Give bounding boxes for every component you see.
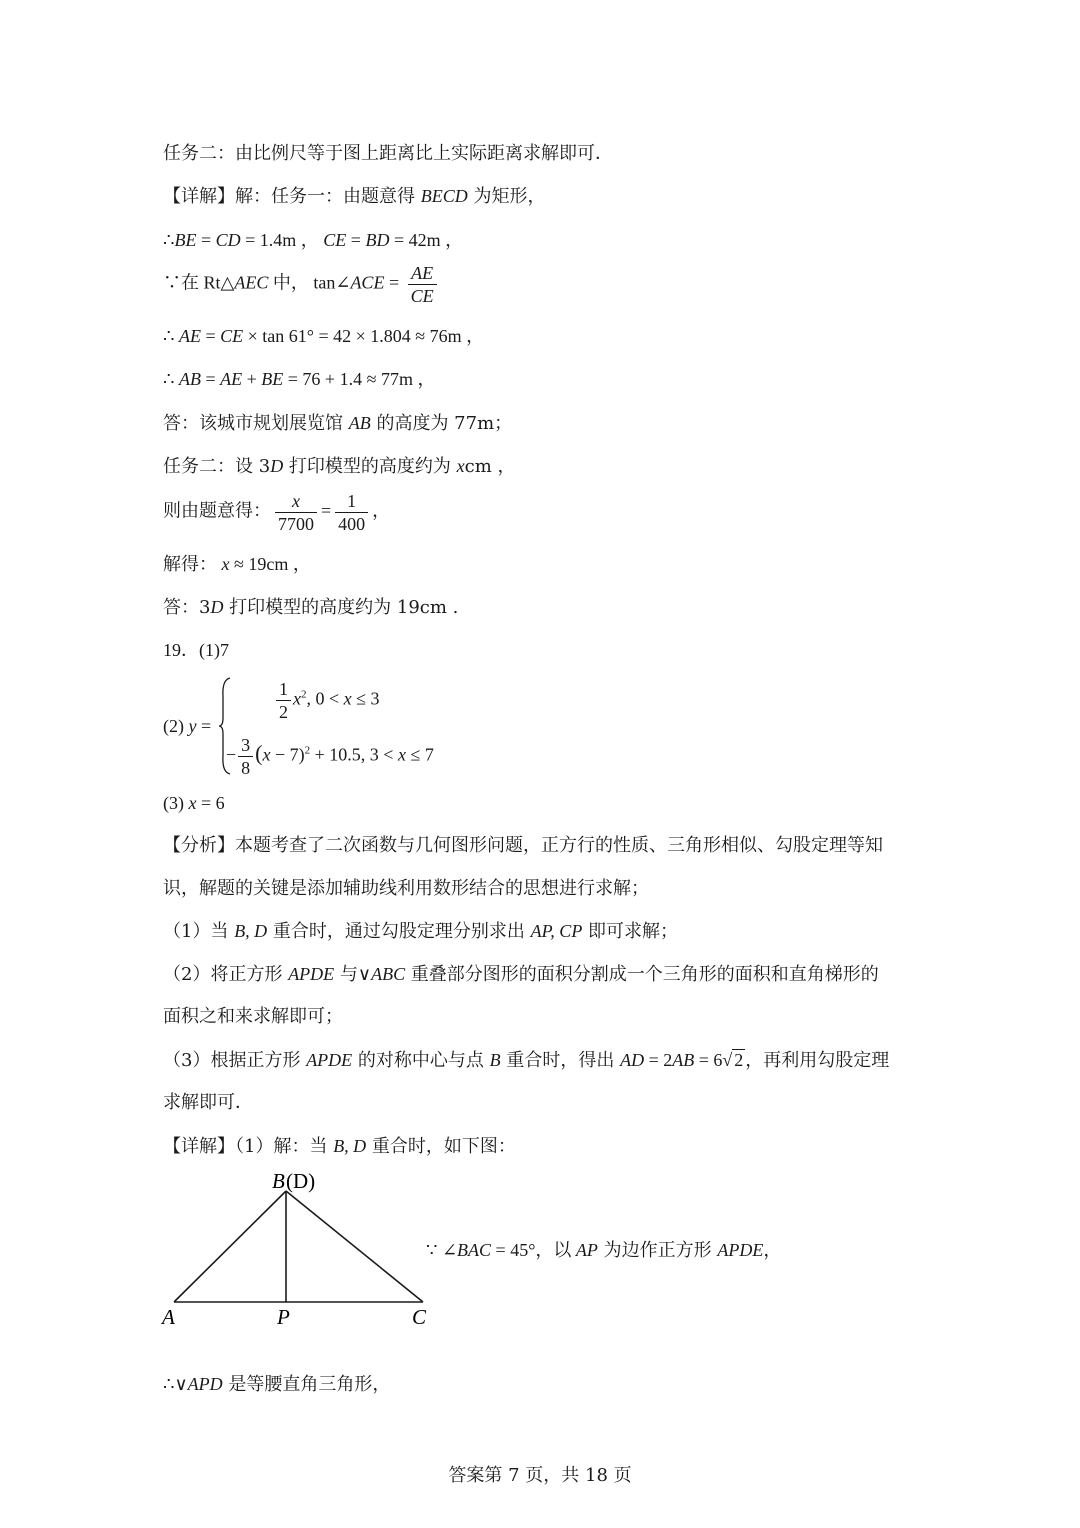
equation-2: ∵在 Rt△AEC 中， tan∠ACE = $\frac{AE}{CE}$: [163, 262, 441, 307]
equation-5: 则由题意得： $\frac{x}{7700}$ = $\frac{1}{400}$ ，: [163, 491, 391, 534]
label-d: (D): [286, 1169, 316, 1193]
detail-line-1: 【详解】解：任务一：由题意得 BECD 为矩形，: [163, 186, 546, 207]
segment-bc: [286, 1191, 423, 1302]
equation-4: ∴ AB = AE + BE = 76 + 1.4 ≈ 77m ，: [163, 369, 436, 389]
analysis-line-1: 【分析】本题考查了二次函数与几何图形问题，正方行的性质、三角形相似、勾股定理等知: [163, 835, 883, 856]
label-a: A: [162, 1305, 175, 1329]
segment-ab: [174, 1191, 286, 1302]
equation-6: 解得： x ≈ 19cm ，: [163, 554, 311, 574]
case-2: − $\frac{3}{8}$ $(x - 7)^2 + 10.5$, 3 < x ≤ 7: [226, 735, 434, 778]
analysis-line-2: 识，解题的关键是添加辅助线利用数形结合的思想进行求解；: [163, 878, 649, 899]
label-b: B: [272, 1169, 285, 1193]
task2-setup: 任务二：设 3D 打印模型的高度约为 xcm ，: [163, 456, 516, 477]
answer-1: 答：该城市规划展览馆 AB 的高度为 77m；: [163, 413, 513, 434]
figure-side-text: ∵ ∠BAC = 45°，以 AP 为边作正方形 APDE，: [426, 1240, 782, 1261]
last-line: ∴∨APD 是等腰直角三角形，: [163, 1374, 391, 1395]
fraction: $\frac{AE}{CE}$: [408, 262, 437, 307]
question-19-part3: (3) x = 6: [163, 793, 225, 813]
equation-3: ∴ AE = CE × tan 61° = 42 × 1.804 ≈ 76m ，: [163, 326, 485, 346]
case-1: $\frac{1}{2}$ $x^2$, 0 < x ≤ 3: [276, 678, 380, 723]
q19-part2-label: (2) y =: [163, 716, 212, 736]
analysis-item-2: （2）将正方形 APDE 与∨ABC 重叠部分图形的面积分割成一个三角形的面积和直角梯形的: [163, 964, 879, 985]
analysis-item-3-cont: 求解即可．: [163, 1092, 253, 1113]
page-footer: 答案第 7 页，共 18 页: [448, 1465, 632, 1486]
label-c: C: [412, 1305, 427, 1329]
analysis-item-3: （3）根据正方形 APDE 的对称中心与点 B 重合时，得出 AD = 2AB = 6√ 2 ，再利用勾股定理: [163, 1050, 890, 1071]
task2-intro: 任务二：由比例尺等于图上距离比上实际距离求解即可．: [163, 143, 613, 164]
question-19-part1: 19．(1)7: [163, 640, 229, 660]
detail-line-2: 【详解】（1）解：当 B, D 重合时，如下图：: [163, 1136, 516, 1157]
equation-1: ∴BE = CD = 1.4m ， CE = BD = 42m ，: [163, 230, 464, 250]
answer-2: 答：3D 打印模型的高度约为 19cm .: [163, 597, 459, 618]
label-p: P: [277, 1305, 290, 1329]
triangle-figure: [160, 1166, 440, 1336]
analysis-item-1: （1）当 B, D 重合时，通过勾股定理分别求出 AP, CP 即可求解；: [163, 921, 679, 942]
analysis-item-2-cont: 面积之和来求解即可；: [163, 1006, 343, 1027]
detail-tag: 【详解】: [163, 186, 235, 207]
